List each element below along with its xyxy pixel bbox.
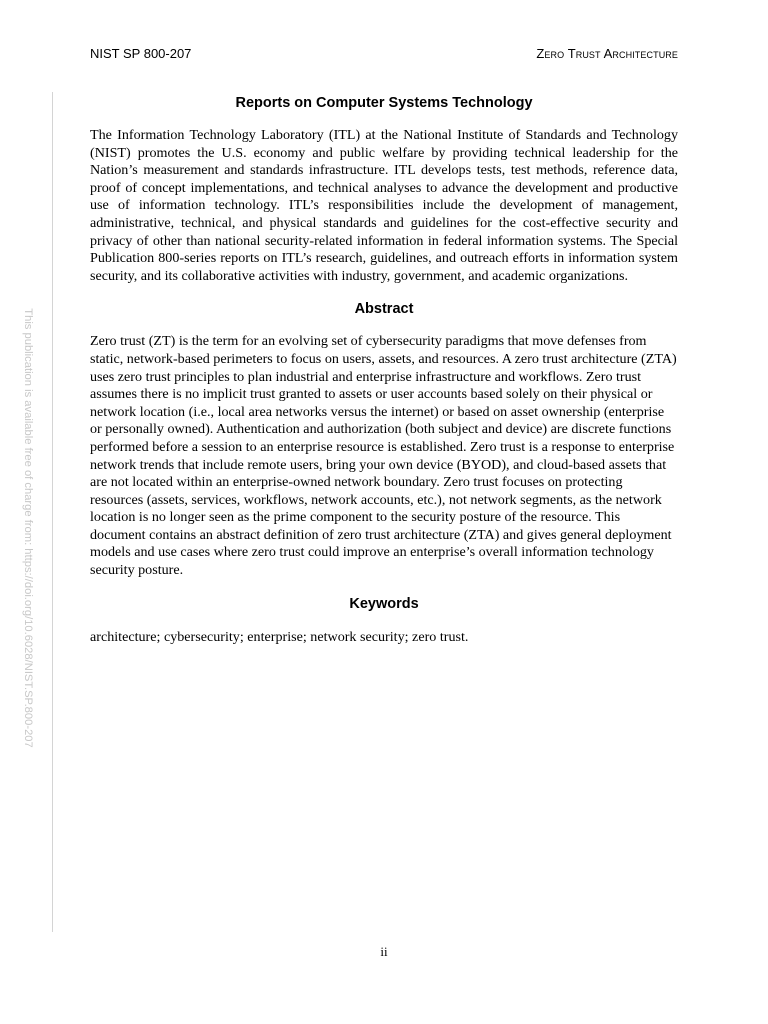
itl-reports-paragraph: The Information Technology Laboratory (ITL) at the National Institute of Standards and Technology (NIST) promotes the U.S. economy and public welfare by providing technical leadership for the Nation’s measurement and standards infrastructure. ITL develops tests, test methods, reference data, proof of concept implementations, and technical analyses to advance the development and productive use of information technology. ITL’s responsibilities include the development of management, administrative, technical, and physical standards and guidelines for the cost-effective security and privacy of other than national security-related information in federal information systems. The Special Publication 800-series reports on ITL’s research, guidelines, and outreach efforts in information system security, and its collaborative activities with industry, government, and academic organizations. (90, 127, 678, 284)
running-header-series: NIST SP 800-207 (90, 46, 192, 61)
running-header-title: Zero Trust Architecture (536, 46, 678, 61)
keywords-paragraph: architecture; cybersecurity; enterprise; network security; zero trust. (90, 628, 469, 645)
page-content (90, 93, 678, 646)
abstract-heading: Abstract (354, 301, 414, 318)
margin-rule (52, 92, 53, 932)
keywords-heading: Keywords (349, 595, 419, 612)
itl-reports-heading: Reports on Computer Systems Technology (235, 95, 533, 111)
abstract-paragraph: Zero trust (ZT) is the term for an evolving set of cybersecurity paradigms that move defenses from static, network-based perimeters to focus on users, assets, and resources. A zero trust architecture (ZTA) uses zero trust principles to plan industrial and enterprise infrastructure and workflows. Zero trust assumes there is no implicit trust granted to assets or user accounts based solely on their physical or network location (i.e., local area networks versus the internet) or based on asset ownership (enterprise or personally owned). Authentication and authorization (both subject and device) are discrete functions performed before a session to an enterprise resource is established. Zero trust is a response to enterprise network trends that include remote users, bring your own device (BYOD), and cloud-based assets that are not located within an enterprise-owned network boundary. Zero trust focuses on protecting resources (assets, services, workflows, network accounts, etc.), not network segments, as the network location is no longer seen as the prime component to the security posture of the resource. This document contains an abstract definition of zero trust architecture (ZTA) and gives general deployment models and use cases where zero trust could improve an enterprise’s overall information technology security posture. (90, 333, 677, 579)
availability-side-note: This publication is available free of charge from: https://doi.org/10.6028/NIST.SP.800-207 (22, 308, 34, 748)
page-number: ii (380, 944, 388, 959)
